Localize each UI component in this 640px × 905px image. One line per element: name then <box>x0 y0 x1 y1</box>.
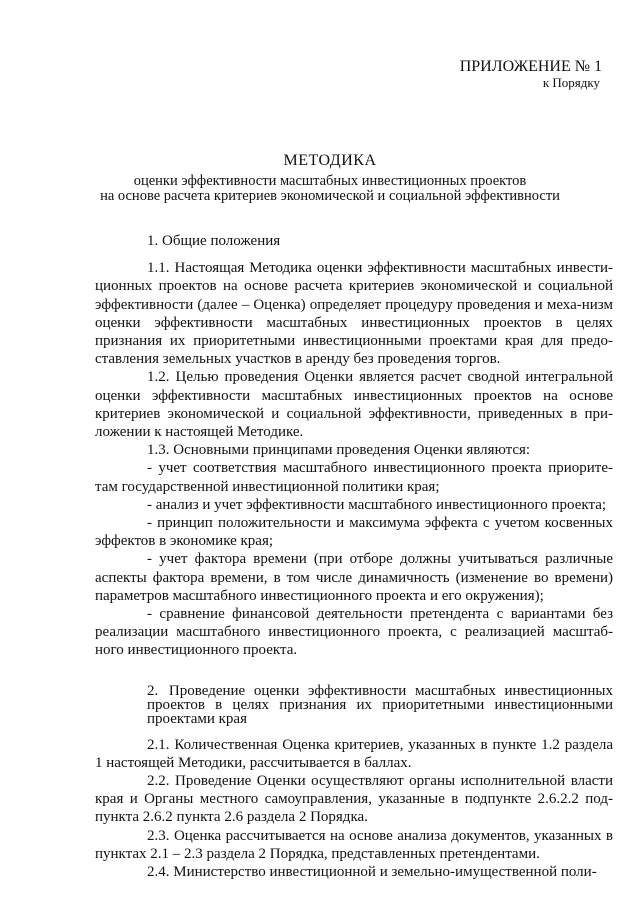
appendix-subtitle: к Порядку <box>542 75 600 91</box>
document-title: МЕТОДИКА <box>283 152 377 169</box>
document-subtitle-line2: на основе расчета критериев экономической и социальной эффективности <box>100 188 560 205</box>
document-title-block <box>60 152 600 204</box>
section-2-heading <box>95 684 613 726</box>
list-item-priorities: - учет соответствия масштабного инвестиционного проекта приорите-там государственной инвестиционной политики края; <box>95 460 613 495</box>
list-item-comparison: - сравнение финансовой деятельности претендента с вариантами без реализации масштабного инвестиционного проекта, с реализацией масштаб-ного инвестиционного проекта. <box>95 606 613 659</box>
paragraph-2-2: 2.2. Проведение Оценки осуществляют органы исполнительной власти края и Органы местного самоуправления, указанные в подпункте 2.6.2.2 под-пункта 2.6.2 пункта 2.6 раздела 2 Порядка. <box>95 773 613 826</box>
appendix-block <box>460 58 602 91</box>
list-item-positivity: - принцип положительности и максимума эффекта с учетом косвенных эффектов в экономике края; <box>95 515 613 550</box>
section-1-heading: 1. Общие положения <box>147 233 281 249</box>
paragraph-2-3: 2.3. Оценка рассчитывается на основе анализа документов, указанных в пунктах 2.1 – 2.3 раздела 2 Порядка, представленных претендентами. <box>95 827 613 862</box>
paragraph-2-4: 2.4. Министерство инвестиционной и земельно-имущественной поли- <box>147 864 597 881</box>
list-item-efficiency: - анализ и учет эффективности масштабного инвестиционного проекта; <box>147 496 607 513</box>
section-2-number: 2. <box>147 682 159 699</box>
paragraph-1-1: 1.1. Настоящая Методика оценки эффективности масштабных инвести-ционных проектов на основе расчета критериев экономической и социальной эффективности (далее – Оценка) определяет процедуру проведения и меха-низм оценки эффективности масштабных инвестиционных проектов в целях признания их приоритетными инвестиционными проектами края для предо-ставления земельных участков в аренду без проведения торгов. <box>95 260 613 368</box>
paragraph-2-1: 2.1. Количественная Оценка критериев, указанных в пункте 1.2 раздела 1 настоящей Методики, рассчитывается в баллах. <box>95 736 613 771</box>
document-subtitle-line1: оценки эффективности масштабных инвестиционных проектов <box>133 173 527 189</box>
list-item-time-factor: - учет фактора времени (при отборе должны учитываться различные аспекты фактора времени, в том числе динамичность (изменение во времени) параметров масштабного инвестиционного проекта и его окружения); <box>95 551 613 604</box>
document-body <box>95 232 613 881</box>
appendix-title: ПРИЛОЖЕНИЕ № 1 <box>459 58 602 75</box>
paragraph-1-2: 1.2. Целью проведения Оценки является расчет сводной интегральной оценки эффективности масштабных инвестиционных проектов на основе критериев экономической и социальной эффективности, приведенных в при-ложении к настоящей Методике. <box>95 369 613 441</box>
paragraph-1-3: 1.3. Основными принципами проведения Оценки являются: <box>147 442 531 459</box>
section-2-heading-text: Проведение оценки эффективности масштабных инвестиционных проектов в целях признания их приоритетными инвестиционными проектами края <box>147 682 613 727</box>
